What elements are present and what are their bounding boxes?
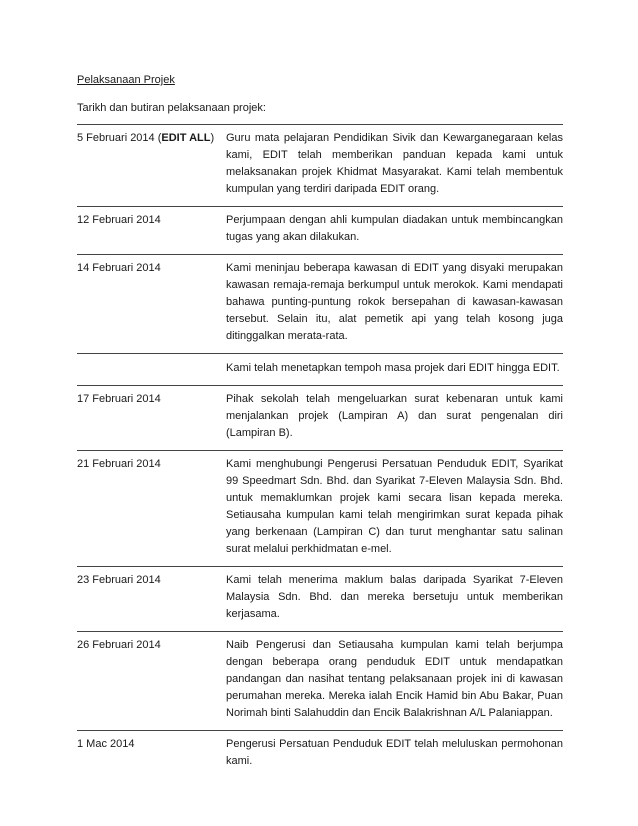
entry-date: 21 Februari 2014 [77,458,161,470]
entry-date: 5 Februari 2014 (EDIT ALL) [77,132,215,144]
entry-paragraph: Pihak sekolah telah mengeluarkan surat kebenaran untuk kami menjalankan projek (Lampiran A) dan surat pengenalan diri (Lampiran B). [226,393,563,439]
entry-date-note: EDIT ALL [161,132,211,144]
entry-description [226,391,563,442]
entry-paragraph: Kami telah menerima maklum balas daripada Syarikat 7-Eleven Malaysia Sdn. Bhd. dan mereka bersetuju untuk memberikan kerjasama. [226,574,563,620]
timeline-entry [77,124,563,206]
entry-paragraph: Kami menghubungi Pengerusi Persatuan Penduduk EDIT, Syarikat 99 Speedmart Sdn. Bhd. dan Syarikat 7-Eleven Malaysia Sdn. Bhd. untuk memaklumkan projek kami secara lisan kepada mereka. Setiausaha kumpulan kami telah mengirimkan surat kepada pihak yang berkenaan (Lampiran C) dan turut menghantar satu salinan surat melalui perkhidmatan e-mel. [226,458,563,555]
document-page [77,72,563,778]
entry-description [226,130,563,198]
entry-description [226,736,563,770]
intro-text: Tarikh dan butiran pelaksanaan projek: [77,102,266,114]
timeline-entry [77,254,563,385]
entry-date: 14 Februari 2014 [77,262,161,274]
entry-paragraph: Kami telah menetapkan tempoh masa projek dari EDIT hingga EDIT. [77,353,563,377]
entry-date: 23 Februari 2014 [77,574,161,586]
entry-description [226,637,563,722]
entry-paragraph: Guru mata pelajaran Pendidikan Sivik dan Kewarganegaraan kelas kami, EDIT telah memberikan panduan kepada kami untuk melaksanakan projek Khidmat Masyarakat. Kami telah membentuk kumpulan yang terdiri daripada EDIT orang. [226,132,563,195]
entry-paragraph: Naib Pengerusi dan Setiausaha kumpulan kami telah berjumpa dengan beberapa orang penduduk EDIT untuk mendapatkan pandangan dan nasihat tentang pelaksanaan projek ini di kawasan perumahan mereka. Mereka ialah Encik Hamid bin Abu Bakar, Puan Norimah binti Salahuddin dan Encik Balakrishnan A/L Palaniappan. [226,639,563,719]
timeline-entry [77,566,563,631]
entry-description [226,572,563,623]
timeline-entry [77,206,563,254]
entry-description [226,456,563,558]
entry-date: 17 Februari 2014 [77,393,161,405]
timeline-entry [77,385,563,450]
entry-description [226,212,563,246]
entry-date: 1 Mac 2014 [77,738,135,750]
entry-paragraph: Pengerusi Persatuan Penduduk EDIT telah meluluskan permohonan kami. [226,738,563,767]
entry-paragraph: Perjumpaan dengan ahli kumpulan diadakan untuk membincangkan tugas yang akan dilakukan. [226,214,563,243]
timeline-entry [77,631,563,730]
entry-date: 12 Februari 2014 [77,214,161,226]
entry-description [226,260,563,377]
entry-paragraph: Kami meninjau beberapa kawasan di EDIT yang disyaki merupakan kawasan remaja-remaja berkumpul untuk merokok. Kami mendapati bahawa punting-puntung rokok bersepahan di kawasan-kawasan tersebut. Selain itu, alat pemetik api yang telah kosong juga ditinggalkan merata-rata. [226,262,563,342]
entry-date: 26 Februari 2014 [77,639,161,651]
timeline-entry [77,730,563,778]
section-heading: Pelaksanaan Projek [77,74,175,86]
timeline-entry [77,450,563,566]
